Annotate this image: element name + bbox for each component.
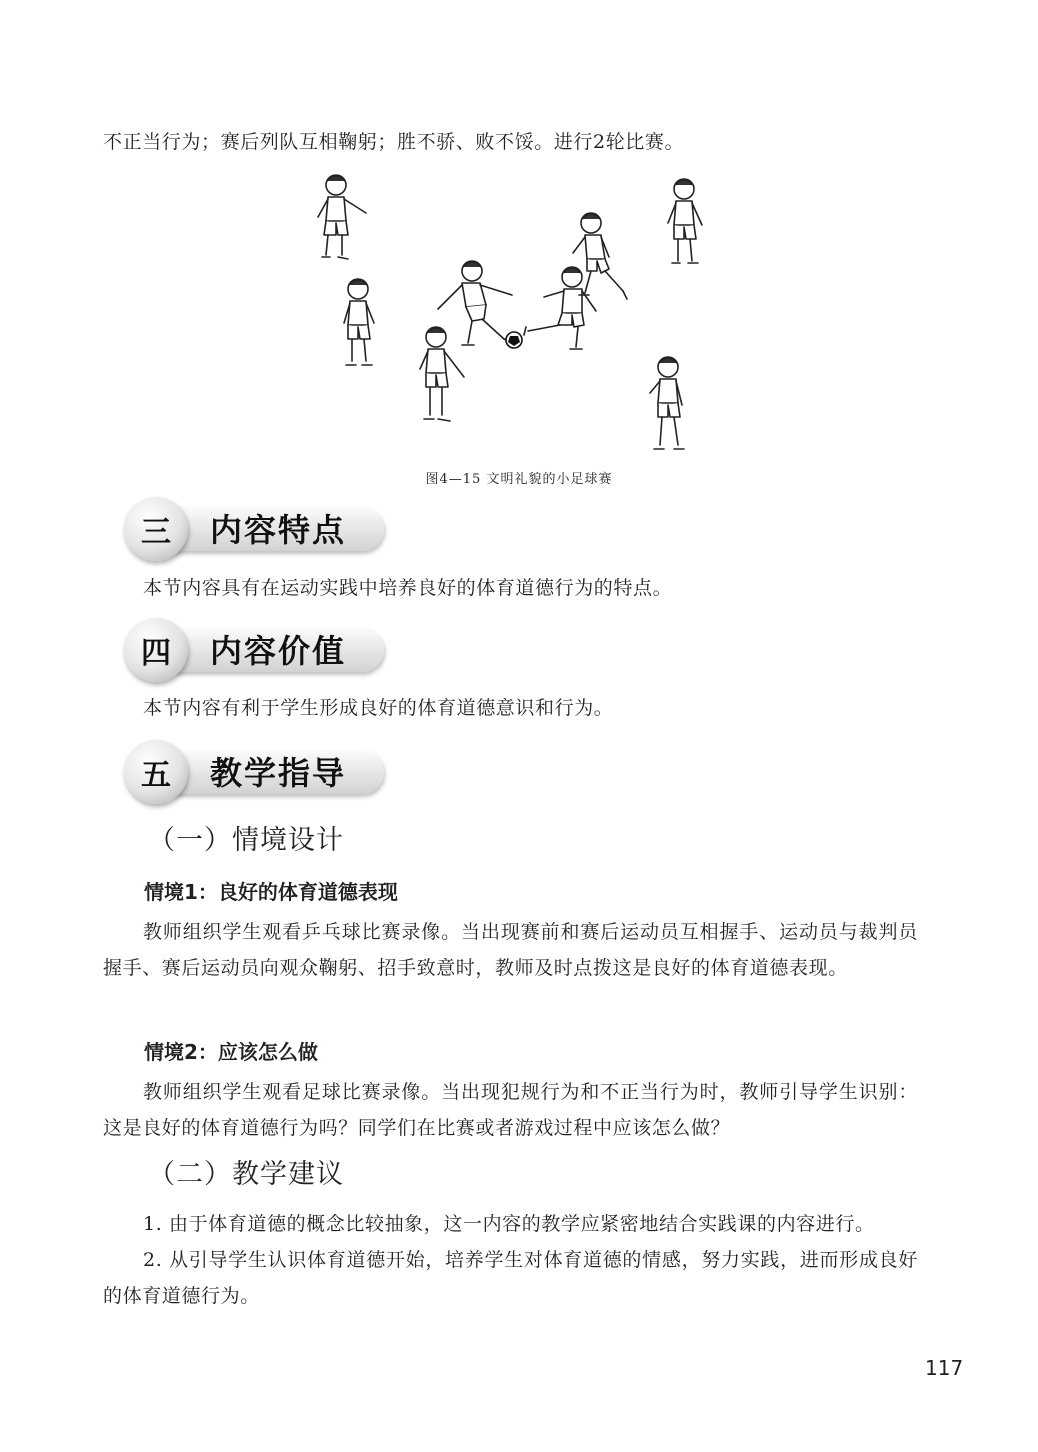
section-title: 教学指导 — [210, 754, 347, 792]
section-header-4 — [124, 618, 386, 682]
suggestion-2: 2. 从引导学生认识体育道德开始，培养学生对体育道德的情感，努力实践，进而形成良好的体育道德行为。 — [103, 1249, 918, 1307]
scenario-2-text: 教师组织学生观看足球比赛录像。当出现犯规行为和不正当行为时，教师引导学生识别：这是良好的体育道德行为吗？同学们在比赛或者游戏过程中应该怎么做？ — [103, 1081, 918, 1139]
section-3-body: 本节内容具有在运动实践中培养良好的体育道德行为的特点。 — [143, 577, 673, 599]
subsection-heading-2: （二）教学建议 — [148, 1159, 344, 1190]
child-figure — [650, 357, 684, 449]
section-number-badge: 五 — [124, 740, 188, 804]
section-title: 内容特点 — [210, 511, 347, 549]
figure-caption: 图4—15 文明礼貌的小足球赛 — [425, 472, 613, 487]
child-figure — [573, 213, 627, 299]
section-header-5 — [124, 740, 386, 804]
suggestion-1: 1. 由于体育道德的概念比较抽象，这一内容的教学应紧密地结合实践课的内容进行。 — [143, 1213, 875, 1235]
child-figure — [524, 267, 596, 349]
scenario-1-text: 教师组织学生观看乒乓球比赛录像。当出现赛前和赛后运动员互相握手、运动员与裁判员握手、赛后运动员向观众鞠躬、招手致意时，教师及时点拨这是良好的体育道德表现。 — [103, 921, 918, 979]
scenario-2-heading: 情境2：应该怎么做 — [144, 1040, 318, 1064]
opening-paragraph: 不正当行为；赛后列队互相鞠躬；胜不骄、败不馁。进行2轮比赛。 — [103, 131, 685, 153]
subsection-heading-1: （一）情境设计 — [148, 825, 344, 856]
section-title: 内容价值 — [210, 632, 347, 670]
scenario-1-heading: 情境1：良好的体育道德表现 — [144, 880, 398, 904]
child-figure — [420, 327, 464, 421]
section-header-3 — [124, 497, 386, 561]
section-number-badge: 四 — [124, 618, 188, 682]
child-figure — [668, 179, 702, 263]
soccer-ball-icon — [506, 332, 522, 348]
section-number-badge: 三 — [124, 497, 188, 561]
soccer-match-illustration — [296, 165, 736, 460]
child-figure — [344, 279, 374, 365]
page-number: 117 — [925, 1356, 964, 1380]
child-figure — [318, 175, 366, 259]
section-4-body: 本节内容有利于学生形成良好的体育道德意识和行为。 — [143, 697, 614, 719]
child-figure — [438, 261, 512, 345]
